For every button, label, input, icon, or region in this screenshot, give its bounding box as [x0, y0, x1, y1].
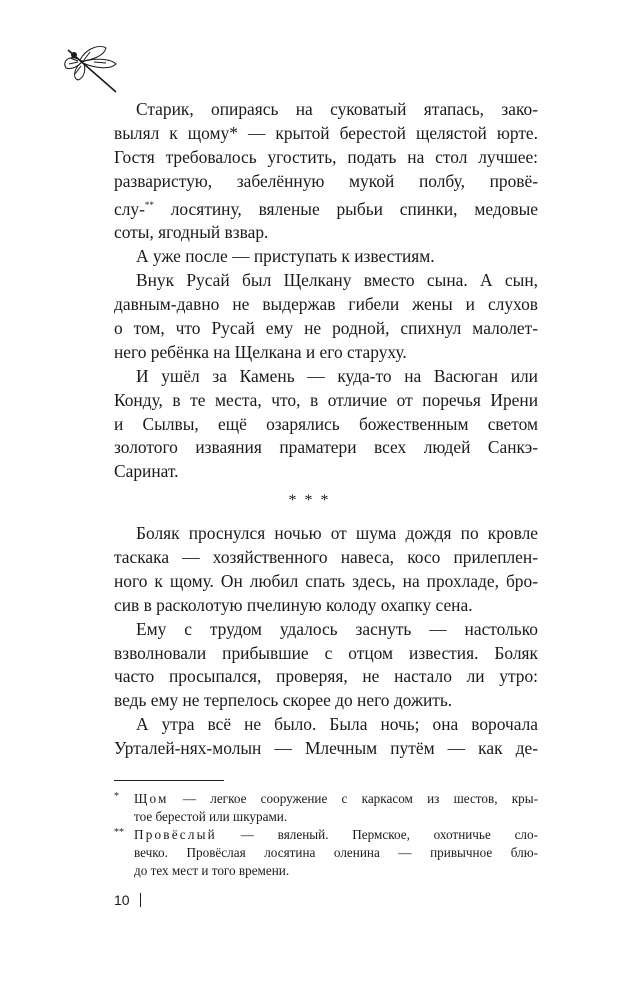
footnote-line: тое берестой или шкурами.	[134, 809, 288, 824]
text-line: Боляк проснулся ночью от шума дождя по кровле	[136, 523, 538, 543]
text-line: А уже после — приступать к известиям.	[136, 246, 435, 267]
footnote-rule	[114, 780, 224, 781]
text-line: А утра всё не было. Была ночь; она ворочала	[136, 714, 538, 735]
footnote-mark: *	[114, 791, 119, 802]
text-block-bottom	[114, 522, 538, 761]
section-separator: * * *	[288, 492, 331, 509]
text-line: Ему с трудом удалось заснуть — настолько	[136, 618, 538, 639]
text-line: часто просыпался, проверяя, не настало ли утро:	[114, 666, 538, 687]
dragonfly-icon	[60, 44, 124, 96]
text-line: соты, ягодный взвар.	[114, 222, 269, 243]
text-line: золотого изваяния праматери всех людей Санкэ-	[114, 437, 538, 458]
text-line: Саринат.	[114, 461, 179, 482]
footnote-line: Провёслый — вяленый. Пермское, охотничье сло-	[134, 827, 538, 842]
footnote-mark: **	[114, 827, 124, 838]
text-line: Внук Русай был Щелкану вместо сына. А сын,	[136, 270, 538, 291]
text-line: и Сылвы, ещё озарялись божественным светом	[114, 413, 538, 434]
text-line: Урталей-нях-молын — Млечным путём — как де-	[114, 738, 538, 759]
text-line: вылял к щому* — крытой берестой щелястой юрте.	[114, 122, 538, 143]
text-line: Старик, опираясь на суковатый ятапась, зако-	[136, 99, 538, 119]
footnote-line: до тех мест и того времени.	[134, 863, 290, 878]
footnote	[114, 826, 538, 880]
text-line: слу-** лосятину, вяленые рыбьи спинки, медовые	[114, 198, 538, 219]
text-line: ного к щому. Он любил спать здесь, на прохладе, бро-	[114, 570, 538, 591]
footnotes	[114, 790, 538, 880]
text-line: разваристую, забелённую мукой полбу, провё-	[114, 170, 538, 191]
page-number: 10	[114, 892, 141, 908]
text-line: о том, что Русай ему не родной, спихнул малолет-	[114, 317, 538, 338]
text-line: Конду, в те места, что, в отличие от поречья Ирени	[114, 389, 538, 410]
footnote-ref: **	[144, 199, 154, 210]
text-line: таскака — хозяйственного навеса, косо прилеплен-	[114, 546, 538, 567]
text-block-top	[114, 98, 538, 484]
footnote-line: Щом — легкое сооружение с каркасом из шестов, кры-	[134, 791, 538, 806]
text-line: И ушёл за Камень — куда-то на Васюган или	[136, 365, 538, 386]
text-line: давным-давно не выдержав гибели жены и слухов	[114, 294, 538, 315]
text-line: него ребёнка на Щелкана и его старуху.	[114, 341, 407, 362]
page-number-bar	[140, 893, 142, 907]
text-line: сив в расколотую пчелиную колоду охапку сена.	[114, 594, 473, 615]
footnote	[114, 790, 538, 826]
text-line: взволновали прибывшие с отцом известия. Боляк	[114, 642, 538, 663]
text-line: Гостя требовалось угостить, подать на стол лучшее:	[114, 146, 538, 167]
text-line: ведь ему не терпелось скорее до него дожить.	[114, 690, 453, 711]
footnote-line: вечко. Провёслая лосятина оленина — привычное блю-	[134, 845, 538, 860]
